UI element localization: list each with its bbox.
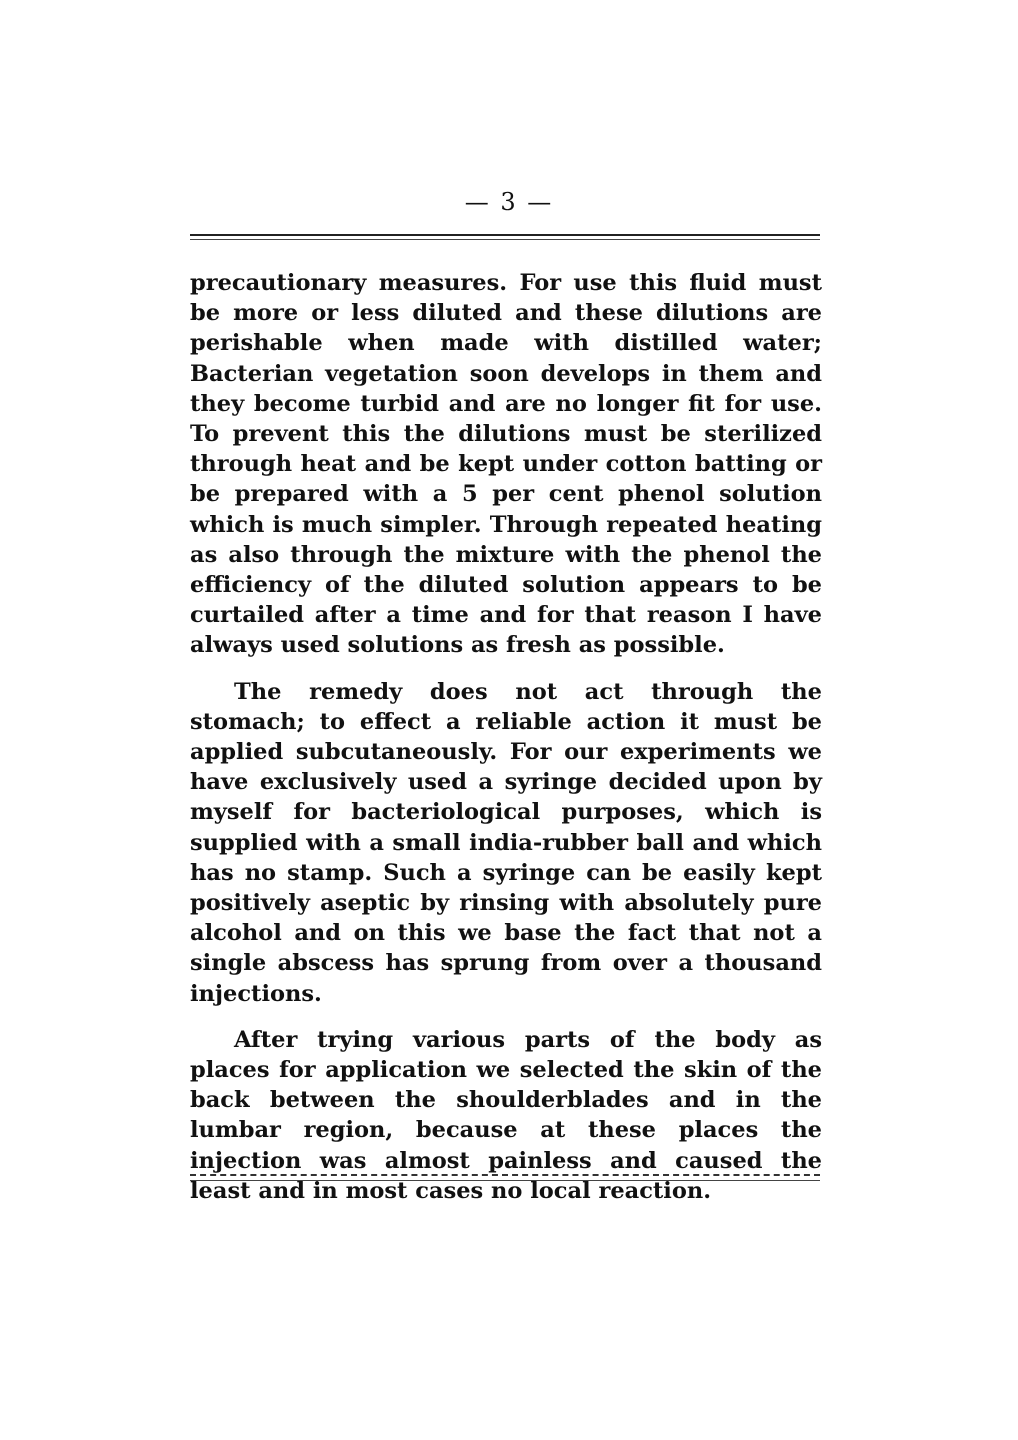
footer-rule (190, 1174, 820, 1176)
paragraph-3: After trying various parts of the body as places for application we selected the skin of the back between the shoulderblades and in the lumbar region, because at these places the injection was almost painless and caused the least and in most cases no local reaction. (190, 1026, 822, 1204)
page-number: — 3 — (464, 188, 554, 216)
body-text (190, 268, 822, 1206)
paragraph-2: The remedy does not act through the stomach; to effect a reliable action it must be applied subcutaneously. For our experiments we have exclusively used a syringe decided upon by myself for bacteriological purposes, which is supplied with a small india-rubber ball and which has no stamp. Such a syringe can be easily kept positively aseptic by rinsing with absolutely pure alcohol and on this we base the fact that not a single abscess has sprung from over a thousand injections. (190, 678, 822, 1007)
header-rule (190, 234, 820, 236)
paragraph-1: precautionary measures. For use this fluid must be more or less diluted and these dilutions are perishable when made with distilled water; Bacterian vegetation soon develops in them and they become turbid and are no longer fit for use. To prevent this the dilutions must be sterilized through heat and be kept under cotton batting or be prepared with a 5 per cent phenol solution which is much simpler. Through repeated heating as also through the mixture with the phenol the efficiency of the diluted solution appears to be curtailed after a time and for that reason I have always used solutions as fresh as possible. (190, 270, 822, 659)
